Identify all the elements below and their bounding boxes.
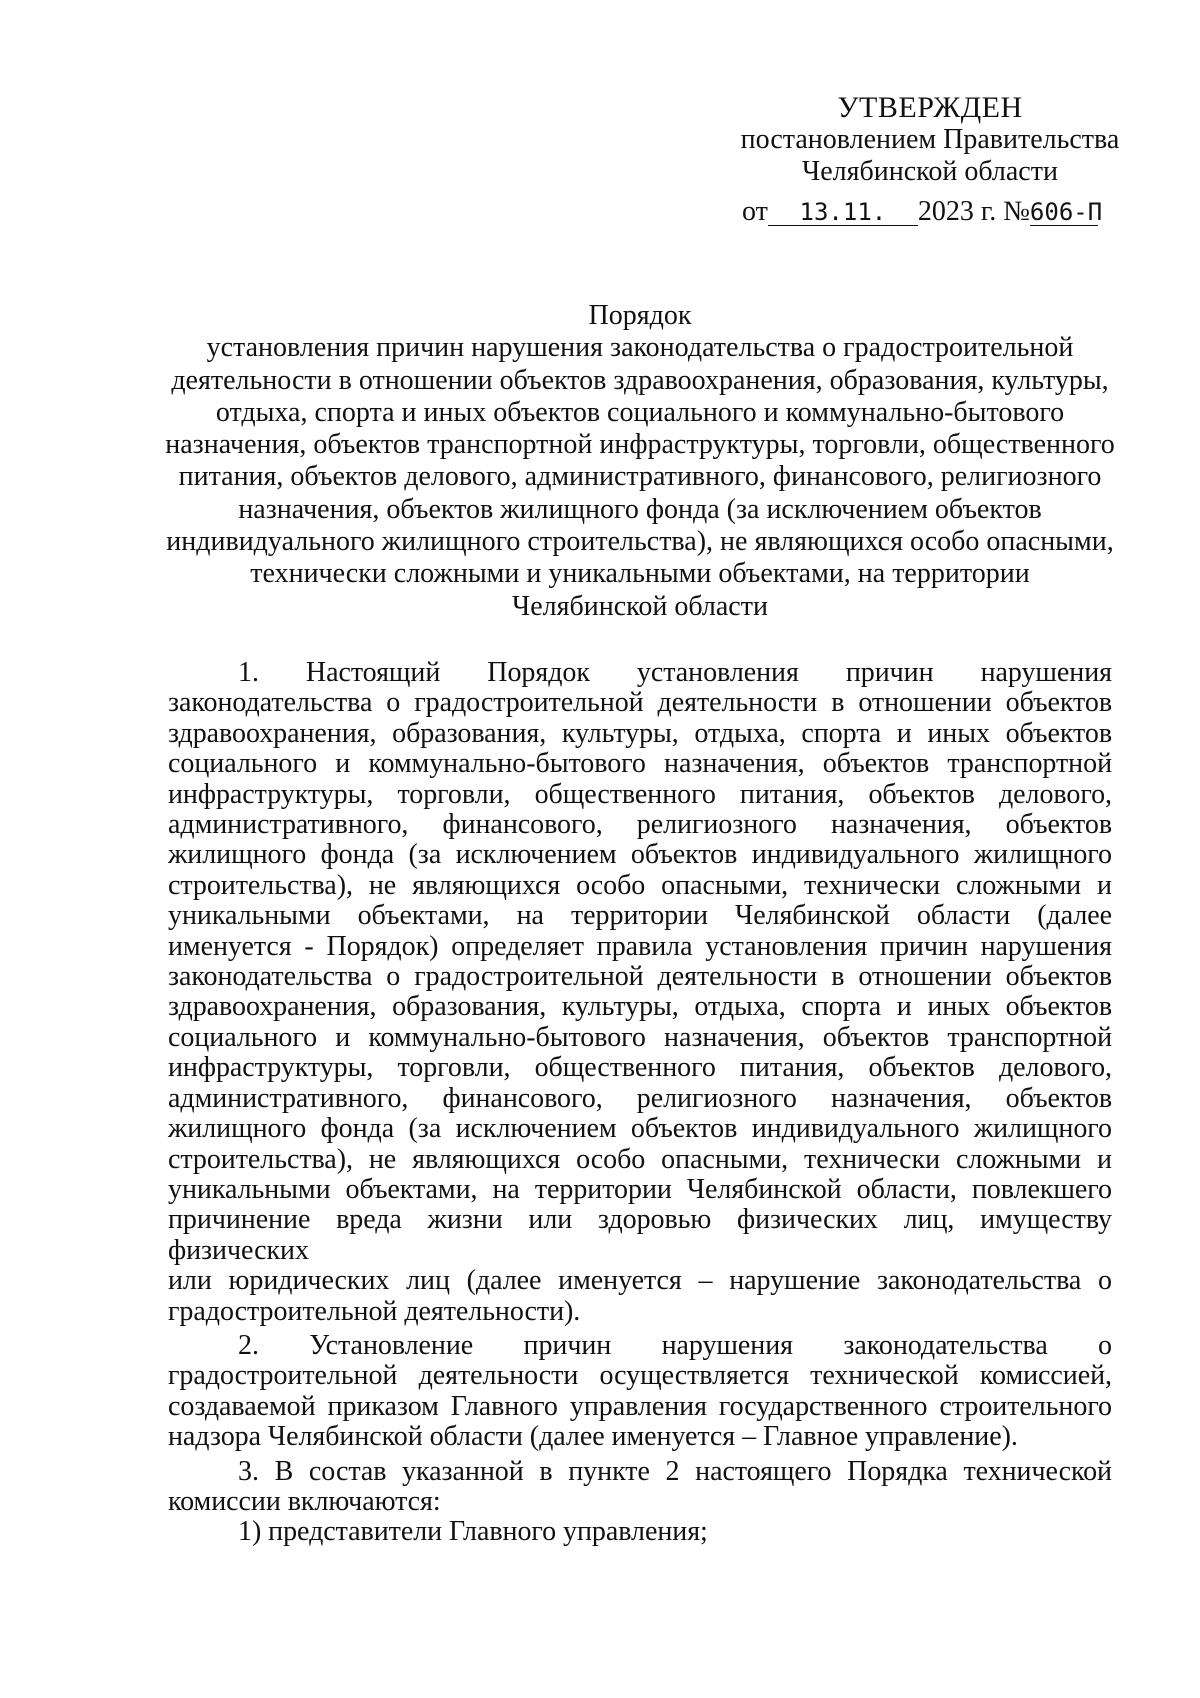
paragraph-line: 2. Установление причин нарушения законодательства о [238, 1329, 1112, 1361]
paragraph-line: инфраструктуры, торговли, общественного питания, объектов делового, [168, 1052, 1112, 1084]
title-line: деятельности в отношении объектов здравоохранения, образования, культуры, [171, 364, 1109, 396]
title-line: назначения, объектов транспортной инфраструктуры, торговли, общественного [165, 429, 1115, 461]
paragraph-line: социального и коммунально-бытового назначения, объектов транспортной [168, 1021, 1112, 1053]
paragraph-line: строительства), не являющихся особо опасными, технически сложными и [168, 1143, 1112, 1175]
paragraph-line: законодательства о градостроительной деятельности в отношении объектов [168, 687, 1112, 719]
title-line: технически сложными и уникальными объектами, на территории [250, 558, 1030, 590]
paragraph-line: уникальными объектами, на территории Челябинской области, повлекшего [168, 1173, 1112, 1205]
paragraph-line: градостроительной деятельности). [168, 1295, 581, 1327]
list-item [168, 1517, 1112, 1547]
paragraph-line: жилищного фонда (за исключением объектов индивидуального жилищного [168, 839, 1112, 871]
paragraph-line: комиссии включаются: [168, 1485, 441, 1517]
paragraph-line: надзора Челябинской области (далее именуется – Главное управление). [168, 1421, 1018, 1453]
year-number-label: 2023 г. № [917, 196, 1030, 227]
title-line: питания, объектов делового, административного, финансового, религиозного [178, 461, 1102, 493]
paragraph-line: административного, финансового, религиозного назначения, объектов [168, 809, 1112, 841]
list-item-text: 1) представители Главного управления; [238, 1516, 708, 1548]
paragraph-line: социального и коммунально-бытового назначения, объектов транспортной [168, 748, 1112, 780]
paragraph-line: уникальными объектами, на территории Челябинской области (далее [168, 900, 1112, 932]
paragraph-1 [168, 658, 1112, 1327]
handwritten-date: 13.11. [768, 199, 918, 226]
paragraph-line: 3. В состав указанной в пункте 2 настоящего Порядка технической [238, 1455, 1112, 1487]
paragraph-line: создаваемой приказом Главного управления государственного строительного [168, 1390, 1112, 1422]
paragraph-line: причинение вреда жизни или здоровью физических лиц, имуществу физических [168, 1204, 1112, 1266]
paragraph-line: или юридических лиц (далее именуется – нарушение законодательства о [168, 1265, 1112, 1297]
paragraph-line: административного, финансового, религиозного назначения, объектов [168, 1082, 1112, 1114]
paragraph-line: жилищного фонда (за исключением объектов индивидуального жилищного [168, 1113, 1112, 1145]
paragraph-line: именуется - Порядок) определяет правила установления причин нарушения [168, 930, 1112, 962]
title-heading: Порядок [588, 300, 692, 331]
paragraph-line: здравоохранения, образования, культуры, отдыха, спорта и иных объектов [168, 991, 1112, 1023]
approval-date-line [742, 196, 1103, 228]
paragraph-2 [168, 1331, 1112, 1453]
title-line: индивидуального жилищного строительства), не являющихся особо опасными, [166, 526, 1114, 558]
handwritten-number: 606-П [1029, 198, 1103, 226]
approval-region: Челябинской области [802, 156, 1058, 187]
title-line: Челябинской области [512, 590, 768, 622]
paragraph-line: инфраструктуры, торговли, общественного питания, объектов делового, [168, 778, 1112, 810]
date-prefix: от [742, 196, 768, 227]
document-title [150, 300, 1130, 623]
title-line: назначения, объектов жилищного фонда (за исключением объектов [238, 493, 1042, 525]
document-body [168, 658, 1112, 1548]
paragraph-line: здравоохранения, образования, культуры, отдыха, спорта и иных объектов [168, 717, 1112, 749]
approval-block [720, 92, 1140, 188]
title-line: отдыха, спорта и иных объектов социального и коммунально-бытового [215, 396, 1065, 428]
paragraph-line: градостроительной деятельности осуществляется технической комиссией, [168, 1360, 1112, 1392]
paragraph-3 [168, 1457, 1112, 1518]
paragraph-line: законодательства о градостроительной деятельности в отношении объектов [168, 961, 1112, 993]
approval-stamp: УТВЕРЖДЕН [837, 91, 1023, 124]
approval-authority: постановлением Правительства [740, 124, 1120, 155]
paragraph-line: 1. Настоящий Порядок установления причин нарушения [238, 657, 1112, 688]
title-line: установления причин нарушения законодательства о градостроительной [206, 332, 1074, 364]
paragraph-line: строительства), не являющихся особо опасными, технически сложными и [168, 869, 1112, 901]
